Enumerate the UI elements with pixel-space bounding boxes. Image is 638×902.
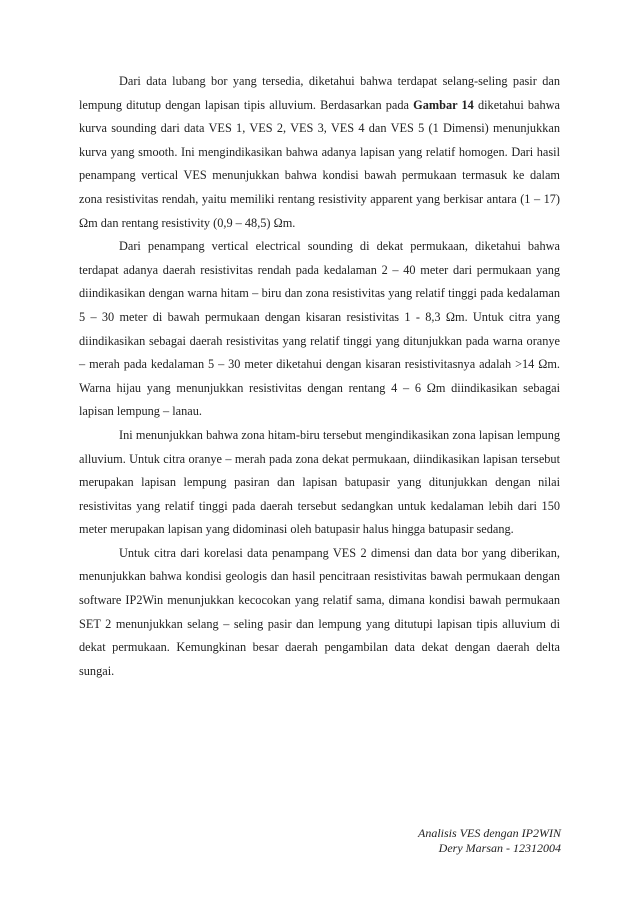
page-footer	[418, 826, 561, 856]
paragraph-4	[79, 542, 560, 684]
body-text	[79, 70, 560, 683]
paragraph-4-text: Untuk citra dari korelasi data penampang VES 2 dimensi dan data bor yang diberikan, menunjukkan bahwa kondisi geologis dan hasil pencitraan resistivitas bawah permukaan dengan software IP2Win menunjukkan kecocokan yang relatif sama, dimana kondisi bawah permukaan SET 2 menunjukkan selang – seling pasir dan lempung yang ditutupi lapisan tipis alluvium di dekat permukaan. Kemungkinan besar daerah pengambilan data dekat dengan daerah delta sungai.	[79, 545, 560, 678]
paragraph-1-text-a: Dari data lubang bor yang tersedia, diketahui bahwa terdapat selang-seling pasir dan lempung ditutup dengan lapisan tipis alluvium. Berdasarkan pada	[79, 74, 560, 112]
footer-title: Analisis VES dengan IP2WIN	[418, 826, 561, 840]
paragraph-3-text: Ini menunjukkan bahwa zona hitam-biru tersebut mengindikasikan zona lapisan lempung alluvium. Untuk citra oranye – merah pada zona dekat permukaan, diindikasikan lapisan tersebut merupakan lapisan lempung pasiran dan lapisan batupasir yang ditunjukkan dengan nilai resistivitas yang relatif tinggi pada daerah tersebut sedangkan untuk kedalaman lebih dari 150 meter merupakan lapisan yang didominasi oleh batupasir halus hingga batupasir sedang.	[79, 427, 560, 537]
paragraph-2-text: Dari penampang vertical electrical sounding di dekat permukaan, diketahui bahwa terdapat adanya daerah resistivitas rendah pada kedalaman 2 – 40 meter dari permukaan yang diindikasikan dengan warna hitam – biru dan zona resistivitas yang relatif tinggi pada kedalaman 5 – 30 meter di bawah permukaan dengan kisaran resistivitas 1 - 8,3 Ωm. Untuk citra yang diindikasikan sebagai daerah resistivitas yang relatif tinggi yang ditunjukkan pada warna oranye – merah pada kedalaman 5 – 30 meter diketahui dengan kisaran resistivitasnya adalah >14 Ωm. Warna hijau yang menunjukkan resistivitas dengan rentang 4 – 6 Ωm diindikasikan sebagai lapisan lempung – lanau.	[79, 239, 560, 419]
paragraph-2	[79, 235, 560, 424]
paragraph-1-text-b: diketahui bahwa kurva sounding dari data VES 1, VES 2, VES 3, VES 4 dan VES 5 (1 Dimensi) menunjukkan kurva yang smooth. Ini mengindikasikan bahwa adanya lapisan yang relatif homogen. Dari hasil penampang vertical VES menunjukkan bahwa kondisi bawah permukaan termasuk ke dalam zona resistivitas rendah, yaitu memiliki rentang resistivity apparent yang berkisar antara (1 – 17) Ωm dan rentang resistivity (0,9 – 48,5) Ωm.	[79, 97, 560, 230]
footer-author: Dery Marsan - 12312004	[438, 841, 561, 855]
figure-reference: Gambar 14	[413, 97, 474, 112]
paragraph-1	[79, 70, 560, 235]
paragraph-3	[79, 424, 560, 542]
